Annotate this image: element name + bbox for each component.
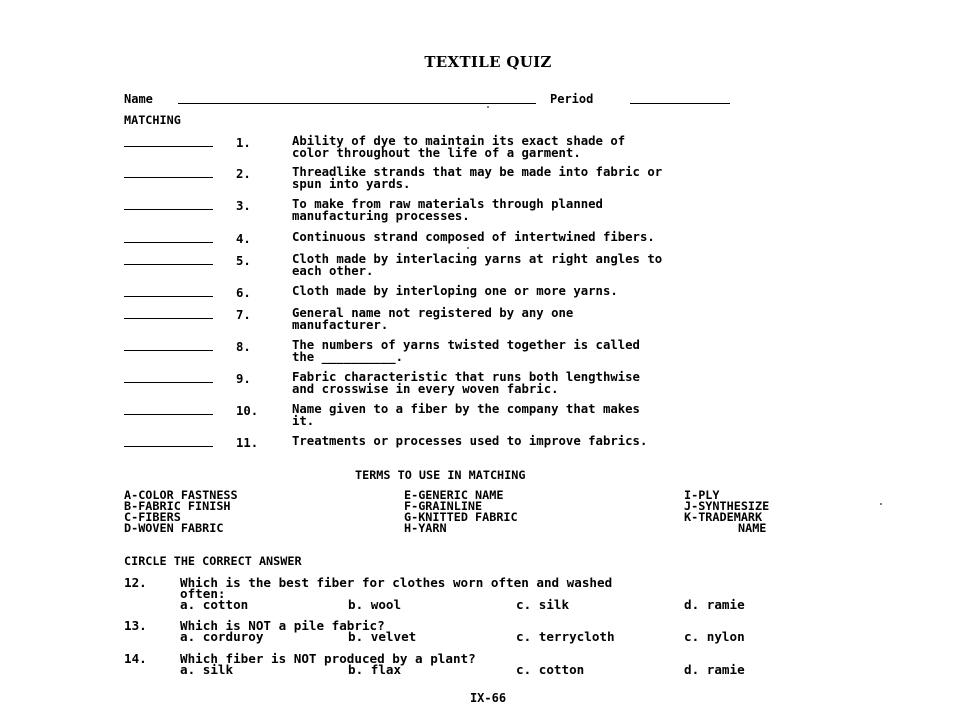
item-number: 10. (236, 404, 259, 418)
item-number: 8. (236, 340, 251, 354)
answer-option[interactable]: c. nylon (684, 629, 745, 644)
answer-option[interactable]: c. terrycloth (516, 629, 615, 644)
term-item: J-SYNTHESIZE (684, 499, 770, 513)
item-text: Name given to a fiber by the company that makes it. (292, 402, 640, 428)
answer-option[interactable]: a. cotton (180, 597, 249, 612)
term-item: A-COLOR FASTNESS (124, 488, 238, 502)
terms-heading: TERMS TO USE IN MATCHING (355, 468, 526, 482)
item-number: 5. (236, 254, 251, 268)
answer-blank[interactable] (124, 264, 213, 265)
scan-speck (880, 503, 882, 505)
answer-blank[interactable] (124, 242, 213, 243)
answer-blank[interactable] (124, 350, 213, 351)
item-number: 6. (236, 286, 251, 300)
answer-blank[interactable] (124, 414, 213, 415)
term-item: D-WOVEN FABRIC (124, 521, 224, 535)
item-number: 7. (236, 308, 251, 322)
name-label: Name (124, 92, 153, 106)
item-text: Threadlike strands that may be made into fabric or spun into yards. (292, 165, 663, 191)
answer-option[interactable]: a. silk (180, 662, 234, 677)
term-item: H-YARN (404, 521, 447, 535)
term-item: F-GRAINLINE (404, 499, 483, 513)
term-item: C-FIBERS (124, 510, 181, 524)
answer-option[interactable]: c. cotton (516, 662, 585, 677)
name-field[interactable] (178, 103, 536, 104)
answer-blank[interactable] (124, 318, 213, 319)
circle-heading: CIRCLE THE CORRECT ANSWER (124, 554, 302, 568)
item-text: Cloth made by interloping one or more yarns. (292, 284, 618, 298)
matching-heading: MATCHING (124, 113, 181, 127)
item-text: Cloth made by interlacing yarns at right angles to each other. (292, 252, 663, 278)
item-text: The numbers of yarns twisted together is called the __________. (292, 338, 640, 364)
answer-blank[interactable] (124, 296, 213, 297)
period-label: Period (550, 92, 594, 106)
item-text: Continuous strand composed of intertwined fibers. (292, 230, 655, 244)
question-number: 12. (124, 575, 147, 590)
item-number: 11. (236, 436, 259, 450)
question-number: 14. (124, 651, 147, 666)
item-number: 9. (236, 372, 251, 386)
term-item: B-FABRIC FINISH (124, 499, 231, 513)
term-item: K-TRADEMARK (684, 510, 763, 524)
answer-option[interactable]: d. ramie (684, 597, 745, 612)
answer-option[interactable]: a. corduroy (180, 629, 264, 644)
answer-option[interactable]: b. velvet (348, 629, 417, 644)
term-item: NAME (738, 521, 767, 535)
question-number: 13. (124, 618, 147, 633)
scan-speck (487, 106, 489, 108)
term-item: I-PLY (684, 488, 720, 502)
scan-speck (467, 247, 469, 249)
question-text: Which is the best fiber for clothes worn often and washed often: (180, 575, 613, 601)
answer-option[interactable]: c. silk (516, 597, 570, 612)
answer-blank[interactable] (124, 209, 213, 210)
answer-blank[interactable] (124, 382, 213, 383)
period-field[interactable] (630, 103, 730, 104)
page-number: IX-66 (469, 691, 507, 705)
item-number: 4. (236, 232, 251, 246)
answer-option[interactable]: b. flax (348, 662, 402, 677)
answer-option[interactable]: b. wool (348, 597, 402, 612)
answer-blank[interactable] (124, 177, 213, 178)
item-text: Fabric characteristic that runs both lengthwise and crosswise in every woven fabric. (292, 370, 640, 396)
question-text: Which is NOT a pile fabric? (180, 618, 385, 633)
item-number: 1. (236, 136, 251, 150)
answer-blank[interactable] (124, 146, 213, 147)
item-text: General name not registered by any one manufacturer. (292, 306, 574, 332)
term-item: E-GENERIC NAME (404, 488, 504, 502)
term-item: G-KNITTED FABRIC (404, 510, 518, 524)
page-title: TEXTILE QUIZ (424, 53, 552, 71)
item-number: 3. (236, 199, 251, 213)
answer-option[interactable]: d. ramie (684, 662, 745, 677)
item-text: To make from raw materials through planned manufacturing processes. (292, 197, 603, 223)
item-text: Ability of dye to maintain its exact shade of color throughout the life of a garment. (292, 134, 626, 160)
answer-blank[interactable] (124, 446, 213, 447)
question-text: Which fiber is NOT produced by a plant? (180, 651, 476, 666)
item-number: 2. (236, 167, 251, 181)
item-text: Treatments or processes used to improve fabrics. (292, 434, 648, 448)
